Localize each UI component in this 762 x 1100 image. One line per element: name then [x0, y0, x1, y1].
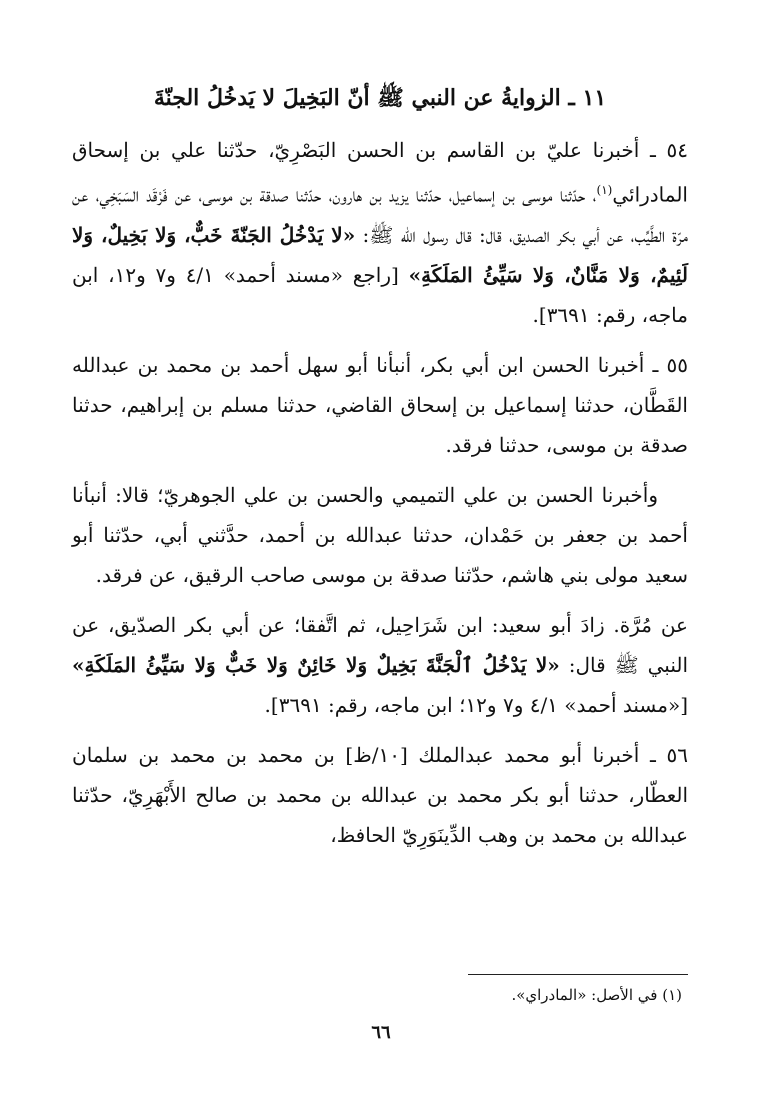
- hadith-55-text: [72, 605, 688, 725]
- page-number: ٦٦: [371, 1022, 391, 1043]
- hadith-54-reference: [راجع «مسند أحمد» ٤/١ و٧ و١٢، ابن ماجه، رقم: ٣٦٩١].: [72, 262, 688, 327]
- hadith-54: [72, 130, 688, 335]
- hadith-55: ٥٥ ـ أخبرنا الحسن ابن أبي بكر، أنبأنا أبو سهل أحمد بن محمد بن عبدالله القَطَّان، حدثنا إسماعيل بن إسحاق القاضي، حدثنا مسلم بن إبراهيم، حدثنا صدقة بن موسى، حدثنا فرقد.: [72, 352, 688, 457]
- hadith-54-isnad-cont: ، حدّثنا موسى بن إسماعيل، حدّثنا يزيد بن هارون، حدّثنا صدقة بن موسى، عن فَرْقَد السَبَخِي، عن مرّة الطَّيِّب، عن أبي بكر الصديق، قال: قال رسول الله ﷺ:: [72, 182, 688, 247]
- footnote: (١) في الأصل: «المادراي».: [511, 986, 682, 1004]
- hadith-56: ٥٦ ـ أخبرنا أبو محمد عبدالملك [١٠/ظ] بن محمد بن محمد بن سلمان العطّار، حدثنا أبو بكر محمد بن عبدالله بن محمد بن صالح الأَبْهَرِيّ، حدّثنا عبدالله بن محمد بن وهب الدِّينَوَرِيّ الحافظ،: [72, 742, 688, 847]
- hadith-55-second-chain: وأخبرنا الحسن بن علي التميمي والحسن بن علي الجوهريّ؛ قالا: أنبأنا أحمد بن جعفر بن حَمْدان، حدثنا عبدالله بن أحمد، حدَّثني أبي، حدّثنا أبو سعيد مولى بني هاشم، حدّثنا صدقة بن موسى صاحب الرقيق، عن فرقد.: [72, 482, 688, 587]
- hadith-55-isnad: عن مُرَّة. زادَ أبو سعيد: ابن شَرَاحِيل، ثم اتَّفقا؛ عن أبي بكر الصدّيق، عن النبي ﷺ قال:: [72, 612, 689, 677]
- hadith-54-matn: «لا يَدْخُلُ الجَنّةَ خَبٌّ، وَلا بَخِيلٌ، وَلا لَئِيمٌ، وَلا مَنَّانٌ، وَلا سَيِّئُ المَلَكَةِ»: [72, 222, 689, 287]
- hadith-55-reference: [«مسند أحمد» ٤/١ و٧ و١٢؛ ابن ماجه، رقم: ٣٦٩١].: [264, 692, 688, 717]
- hadith-54-isnad: ٥٤ ـ أخبرنا عليّ بن القاسم بن الحسن البَصْرِيّ، حدّثنا علي بن إسحاق المادرائي: [72, 138, 688, 207]
- chapter-heading: ١١ ـ الزوايةُ عن النبي ﷺ أنّ البَخِيلَ لا يَدخُلُ الجنّةَ: [153, 85, 607, 111]
- hadith-55-matn: «لا يَدْخُلُ ٱلْجَنَّةَ بَخِيلٌ وَلا خَائِنٌ وَلا خَبٌّ وَلا سَيِّئُ المَلَكَةِ»: [72, 652, 560, 677]
- footnote-divider: [468, 974, 688, 975]
- footnote-marker[interactable]: (١): [596, 183, 613, 197]
